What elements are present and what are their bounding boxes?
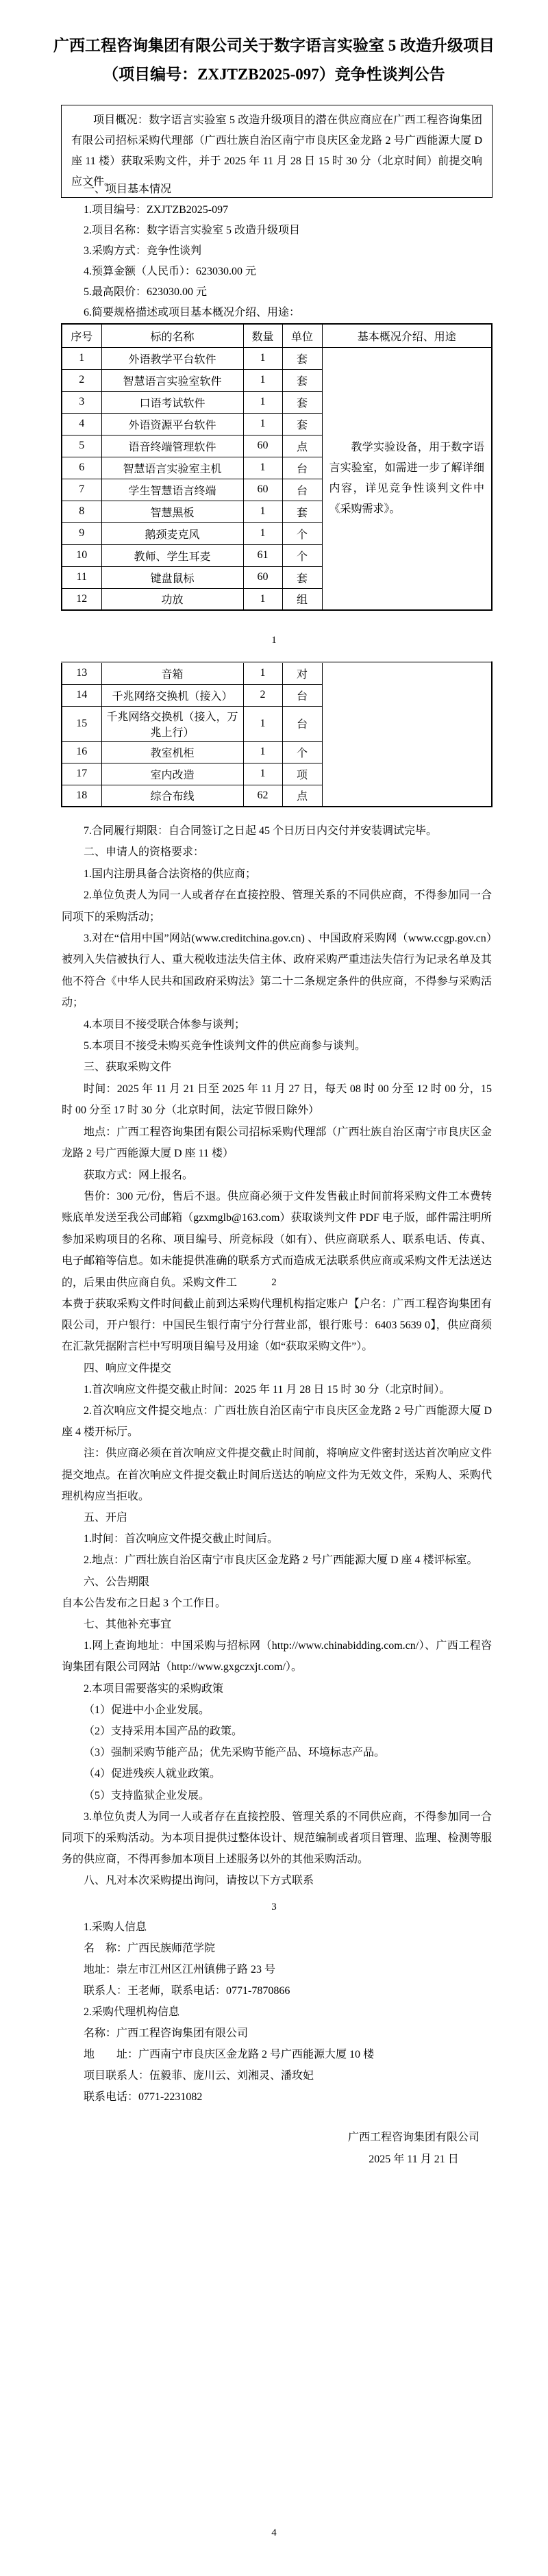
section-8-heading: 八、凡对本次采购提出询问，请按以下方式联系 [84, 1875, 314, 1887]
sec5-item-2: 2.地点：广西壮族自治区南宁市良庆区金龙路 2 号广西能源大厦 D 座 4 楼评标室。 [84, 1554, 478, 1567]
items-table-page1 [61, 323, 493, 611]
row-name-cell: 口语考试软件 [101, 391, 243, 413]
row-name-cell: 综合布线 [101, 785, 243, 807]
sec1-item-4: 4.预算金额（人民币）：623030.00 元 [84, 266, 257, 277]
agency-address: 地 址：广西南宁市良庆区金龙路 2 号广西能源大厦 10 楼 [84, 2049, 375, 2060]
sec2-item-2: 2.单位负责人为同一人或者存在直接控股、管理关系的不同供应商，不得参加同一合同项下的采购活动； [62, 889, 492, 923]
row-qty-cell: 60 [243, 479, 282, 501]
row-no-cell: 14 [62, 684, 101, 706]
page-2-text [62, 820, 492, 1293]
row-no-cell: 7 [62, 479, 101, 501]
row-unit-cell: 套 [282, 391, 322, 413]
sec3-time: 时间：2025 年 11 月 21 日至 2025 年 11 月 27 日，每天 08 时 00 分至 12 时 00 分，15 时 00 分至 17 时 30 分（北京时间，法定节假日除外） [62, 1083, 492, 1117]
row-unit-cell: 个 [282, 741, 322, 763]
row-no-cell: 10 [62, 544, 101, 566]
row-unit-cell: 点 [282, 435, 322, 457]
page-number-1: 1 [271, 635, 277, 646]
sec7-policy-1: （1）促进中小企业发展。 [84, 1704, 210, 1716]
row-qty-cell: 1 [243, 741, 282, 763]
sec3-price: 售价：300 元/份，售后不退。供应商必须于文件发售截止时间前将采购文件工本费转账底单发送至我公司邮箱（gzxmglb@163.com）获取谈判文件 PDF 电子版，邮件需注明所参加采购项目的名称、项目编号、所竞标段（如有）、供应商联系人、联系电话、传真、电子邮箱等信息。如未能提供准确的联系方式而造成无法联系供应商或采购文件无法送达的，后果由供应商自负。采购文件工 [62, 1190, 492, 1289]
signature-date: 2025 年 11 月 21 日 [369, 2154, 459, 2165]
row-name-cell: 外语教学平台软件 [101, 347, 243, 369]
row-qty-cell: 1 [243, 457, 282, 479]
sec4-note: 注：供应商必须在首次响应文件提交截止时间前，将响应文件密封送达首次响应文件提交地点。在首次响应文件提交截止时间后送达的响应文件为无效文件，采购人、采购代理机构应当拒收。 [62, 1448, 492, 1502]
sec1-item-1: 1.项目编号：ZXJTZB2025-097 [84, 204, 229, 216]
row-name-cell: 鹅颈麦克风 [101, 522, 243, 544]
sec3-price-continued: 本费于获取采购文件时间截止前到达采购代理机构指定账户【户名：广西工程咨询集团有限公司，开户银行：中国民生银行南宁分行营业部，银行账号：6403 5639 0】，供应商须在汇款凭据附言栏中写明项目编号及用途（如“获取采购文件”）。 [62, 1298, 492, 1353]
page-3-text [62, 1293, 492, 1892]
row-unit-cell: 套 [282, 347, 322, 369]
sec3-place: 地点：广西工程咨询集团有限公司招标采购代理部（广西壮族自治区南宁市良庆区金龙路 2 号广西能源大厦 D 座 11 楼） [62, 1126, 492, 1160]
sec1-item-2: 2.项目名称：数字语言实验室 5 改造升级项目 [84, 225, 301, 236]
sec7-item-1: 1.网上查询地址：中国采购与招标网（http://www.chinabidding.com.cn/）、广西工程咨询集团有限公司网站（http://www.gxgczxjt.com/）。 [62, 1640, 492, 1674]
row-qty-cell: 1 [243, 662, 282, 684]
page-number-2: 2 [271, 1277, 277, 1288]
row-qty-cell: 61 [243, 544, 282, 566]
row-no-cell: 3 [62, 391, 101, 413]
row-unit-cell: 个 [282, 544, 322, 566]
page-number-4: 4 [271, 2527, 277, 2538]
sec2-item-3: 3.对在“信用中国”网站(www.creditchina.gov.cn) 、中国政府采购网（www.ccgp.gov.cn）被列入失信被执行人、重大税收违法失信主体、政府采购严重违法失信行为记录名单及其他不符合《中华人民共和国政府采购法》第二十二条规定条件的供应商，不得参与采购活动； [62, 933, 492, 1009]
sec7-policy-2: （2）支持采用本国产品的政策。 [84, 1726, 243, 1738]
row-no-cell: 17 [62, 763, 101, 785]
sec7-policy-4: （4）促进残疾人就业政策。 [84, 1768, 221, 1780]
row-qty-cell: 1 [243, 369, 282, 391]
table-row [62, 662, 492, 684]
row-unit-cell: 点 [282, 785, 322, 807]
sec7-policy-5: （5）支持监狱企业发展。 [84, 1789, 210, 1802]
section-7-heading: 七、其他补充事宜 [84, 1619, 172, 1631]
row-unit-cell: 套 [282, 566, 322, 588]
table-header-desc: 基本概况介绍、用途 [322, 324, 492, 347]
row-qty-cell: 1 [243, 413, 282, 435]
sec2-item-5: 5.本项目不接受未购买竞争性谈判文件的供应商参与谈判。 [84, 1040, 366, 1052]
section-1-basic-info [62, 179, 492, 323]
row-name-cell: 功放 [101, 588, 243, 610]
buyer-name: 名 称：广西民族师范学院 [84, 1943, 216, 1954]
table-header-name: 标的名称 [101, 324, 243, 347]
row-qty-cell: 1 [243, 763, 282, 785]
table-header-unit: 单位 [282, 324, 322, 347]
sec2-item-4: 4.本项目不接受联合体参与谈判； [84, 1018, 246, 1031]
row-name-cell: 语音终端管理软件 [101, 435, 243, 457]
row-unit-cell: 对 [282, 662, 322, 684]
sec7-policy-3: （3）强制采购节能产品；优先采购节能产品、环境标志产品。 [84, 1747, 386, 1759]
signature-block [348, 2127, 480, 2171]
page-title-line-1: 广西工程咨询集团有限公司关于数字语言实验室 5 改造升级项目 [53, 37, 495, 54]
row-qty-cell: 1 [243, 522, 282, 544]
overview-text: 项目概况：数字语言实验室 5 改造升级项目的潜在供应商应在广西工程咨询集团有限公司招标采购代理部（广西壮族自治区南宁市良庆区金龙路 2 号广西能源大厦 D 座 11 楼）获取采购文件，并于 2025 年 11 月 28 日 15 时 30 分（北京时间）前提交响应文件。 [71, 114, 482, 188]
row-no-cell: 9 [62, 522, 101, 544]
sec4-item-1: 1.首次响应文件提交截止时间：2025 年 11 月 28 日 15 时 30 分（北京时间）。 [84, 1383, 451, 1396]
section-4-heading: 四、响应文件提交 [84, 1362, 172, 1374]
row-name-cell: 音箱 [101, 662, 243, 684]
row-qty-cell: 1 [243, 706, 282, 741]
row-name-cell: 教师、学生耳麦 [101, 544, 243, 566]
row-unit-cell: 台 [282, 684, 322, 706]
row-unit-cell: 套 [282, 501, 322, 522]
table-row [62, 347, 492, 369]
agency-contacts: 项目联系人：伍毅菲、庞川云、刘湘灵、潘玫妃 [84, 2070, 314, 2082]
row-unit-cell: 个 [282, 522, 322, 544]
row-unit-cell: 组 [282, 588, 322, 610]
sec1-item-3: 3.采购方式：竞争性谈判 [84, 245, 202, 257]
row-name-cell: 外语资源平台软件 [101, 413, 243, 435]
row-no-cell: 2 [62, 369, 101, 391]
page-title [0, 31, 548, 89]
row-unit-cell: 套 [282, 413, 322, 435]
row-unit-cell: 套 [282, 369, 322, 391]
row-name-cell: 键盘鼠标 [101, 566, 243, 588]
buyer-address: 地址：崇左市江州区江州镇佛子路 23 号 [84, 1964, 276, 1975]
sec7-item-3: 3.单位负责人为同一人或者存在直接控股、管理关系的不同供应商，不得参加同一合同项下的采购活动。为本项目提供过整体设计、规范编制或者项目管理、监理、检测等服务的供应商，不得再参加本项目上述服务以外的其他采购活动。 [62, 1810, 492, 1866]
row-qty-cell: 1 [243, 391, 282, 413]
row-no-cell: 5 [62, 435, 101, 457]
row-name-cell: 智慧语言实验室软件 [101, 369, 243, 391]
sec1-item-6: 6.简要规格描述或项目基本概况介绍、用途： [84, 307, 301, 318]
row-no-cell: 15 [62, 706, 101, 741]
sec5-item-1: 1.时间：首次响应文件提交截止时间后。 [84, 1533, 279, 1545]
row-qty-cell: 1 [243, 588, 282, 610]
row-no-cell: 11 [62, 566, 101, 588]
section-1-heading: 一、项目基本情况 [84, 184, 172, 195]
row-no-cell: 18 [62, 785, 101, 807]
row-unit-cell: 台 [282, 706, 322, 741]
sec2-item-1: 1.国内注册具备合法资格的供应商； [84, 868, 257, 880]
agency-name: 名称：广西工程咨询集团有限公司 [84, 2028, 249, 2039]
buyer-info-heading: 1.采购人信息 [84, 1921, 147, 1933]
row-no-cell: 6 [62, 457, 101, 479]
section-3-heading: 三、获取采购文件 [84, 1061, 172, 1074]
row-name-cell: 千兆网络交换机（接入，万兆上行） [101, 706, 243, 741]
signature-company: 广西工程咨询集团有限公司 [347, 2132, 480, 2143]
page-4-text [62, 1917, 492, 2108]
sec3-method: 获取方式：网上报名。 [84, 1169, 194, 1181]
table-note-cell-empty [322, 662, 492, 807]
row-no-cell: 13 [62, 662, 101, 684]
row-unit-cell: 台 [282, 457, 322, 479]
row-qty-cell: 62 [243, 785, 282, 807]
agency-phone: 联系电话：0771-2231082 [84, 2091, 203, 2103]
agency-info-heading: 2.采购代理机构信息 [84, 2006, 180, 2018]
row-name-cell: 学生智慧语言终端 [101, 479, 243, 501]
row-qty-cell: 60 [243, 566, 282, 588]
page-title-line-2: （项目编号：ZXJTZB2025-097）竞争性谈判公告 [103, 66, 445, 83]
sec1-item-7: 7.合同履行期限：自合同签订之日起 45 个日历日内交付并安装调试完毕。 [84, 825, 438, 837]
row-unit-cell: 项 [282, 763, 322, 785]
table-header-qty: 数量 [243, 324, 282, 347]
row-unit-cell: 台 [282, 479, 322, 501]
row-no-cell: 4 [62, 413, 101, 435]
section-2-heading: 二、申请人的资格要求： [84, 846, 205, 859]
row-no-cell: 12 [62, 588, 101, 610]
table-note-text: 教学实验设备，用于数字语言实验室，如需进一步了解详细内容，详见竞争性谈判文件中《采购需求》。 [329, 441, 484, 515]
section-5-heading: 五、开启 [84, 1512, 128, 1524]
row-qty-cell: 1 [243, 501, 282, 522]
buyer-contact: 联系人：王老师，联系电话：0771-7870866 [84, 1985, 290, 1997]
row-name-cell: 智慧黑板 [101, 501, 243, 522]
row-name-cell: 智慧语言实验室主机 [101, 457, 243, 479]
page-number-3: 3 [271, 1902, 277, 1912]
row-no-cell: 8 [62, 501, 101, 522]
row-name-cell: 教室机柜 [101, 741, 243, 763]
row-no-cell: 1 [62, 347, 101, 369]
row-no-cell: 16 [62, 741, 101, 763]
sec1-item-5: 5.最高限价：623030.00 元 [84, 286, 208, 298]
sec4-item-2: 2.首次响应文件提交地点：广西壮族自治区南宁市良庆区金龙路 2 号广西能源大厦 D 座 4 楼开标厅。 [62, 1405, 492, 1439]
row-qty-cell: 60 [243, 435, 282, 457]
row-name-cell: 千兆网络交换机（接入） [101, 684, 243, 706]
row-qty-cell: 2 [243, 684, 282, 706]
table-header-row [62, 324, 492, 347]
row-qty-cell: 1 [243, 347, 282, 369]
sec7-item-2: 2.本项目需要落实的采购政策 [84, 1682, 224, 1695]
table-header-no: 序号 [62, 324, 101, 347]
row-name-cell: 室内改造 [101, 763, 243, 785]
table-note-cell [322, 347, 492, 610]
section-6-heading: 六、公告期限 [84, 1576, 150, 1588]
items-table-page2 [61, 661, 493, 807]
sec6-body: 自本公告发布之日起 3 个工作日。 [62, 1597, 227, 1609]
